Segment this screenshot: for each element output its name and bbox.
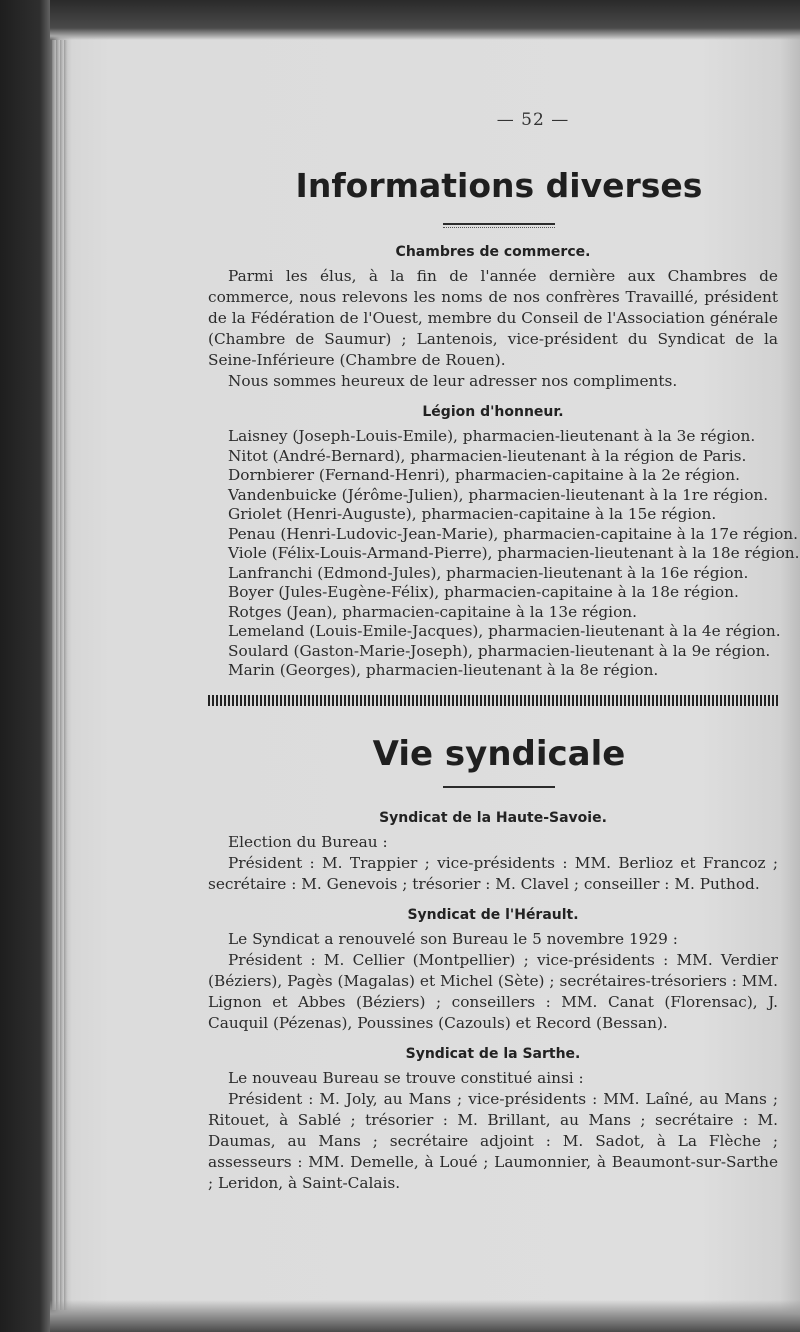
subhead-sarthe: Syndicat de la Sarthe. [405,1045,581,1062]
legion-entry: Vandenbuicke (Jérôme-Julien), pharmacien-lieutenant à la 1re région. [228,485,769,504]
page-content [208,110,800,1194]
paragraph-haute-savoie-intro: Election du Bureau : [228,832,388,851]
legion-entry: Viole (Félix-Louis-Armand-Pierre), pharmacien-lieutenant à la 18e région. [228,544,800,562]
subhead-chambres: Chambres de commerce. [395,244,591,260]
legion-entry: Penau (Henri-Ludovic-Jean-Marie), pharmacien-capitaine à la 17e région. [228,524,799,543]
section-title-informations: Informations diverses [295,166,703,205]
paragraph-sarthe-intro: Le nouveau Bureau se trouve constitué ainsi : [228,1068,584,1087]
legion-entry: Rotges (Jean), pharmacien-capitaine à la 13e région. [228,602,637,621]
section-title-vie-syndicale: Vie syndicale [372,733,626,774]
legion-entry: Soulard (Gaston-Marie-Joseph), pharmacien-lieutenant à la 9e région. [228,641,771,660]
legion-entry: Griolet (Henri-Auguste), pharmacien-capitaine à la 15e région. [228,505,717,523]
section-divider [208,695,778,706]
page-top-shadow [50,0,800,40]
subhead-haute-savoie: Syndicat de la Haute-Savoie. [379,809,607,826]
legion-entry: Lemeland (Louis-Emile-Jacques), pharmacien-lieutenant à la 4e région. [228,622,781,640]
legion-entry: Marin (Georges), pharmacien-lieutenant à la 8e région. [228,661,659,679]
page-edge [52,40,68,1310]
paragraph-haute-savoie-body: Président : M. Trappier ; vice-présidents : MM. Berlioz et Francoz ; secrétaire : M. Genevois ; trésorier : M. Clavel ; conseiller : M. Puthod. [208,853,778,893]
title-rule-dotted [443,227,555,228]
paragraph-sarthe-body: Président : M. Joly, au Mans ; vice-présidents : MM. Laîné, au Mans ; Ritouet, à Sablé ; trésorier : M. Brillant, au Mans ; secrétaire : M. Daumas, au Mans ; secrétaire adjoint : M. Sadot, à La Flèche ; assesseurs : MM. Demelle, à Loué ; Laumonnier, à Beaumont-sur-Sarthe ; Leridon, à Saint-Calais. [208,1089,778,1192]
paragraph-chambres: Parmi les élus, à la fin de l'année dernière aux Chambres de commerce, nous relevons les noms de nos confrères Travaillé, président de la Fédération de l'Ouest, membre du Conseil de l'Association générale (Chambre de Saumur) ; Lantenois, vice-président du Syndicat de la Seine-Inférieure (Chambre de Rouen). [208,267,778,369]
paragraph-compliments: Nous sommes heureux de leur adresser nos compliments. [228,372,678,390]
page-bottom-shadow [50,1300,800,1332]
paragraph-herault-body: Président : M. Cellier (Montpellier) ; vice-présidents : MM. Verdier (Béziers), Pagès (Magalas) et Michel (Sète) ; secrétaires-trésoriers : MM. Lignon et Abbes (Béziers) ; conseillers : MM. Canat (Florensac), J. Cauquil (Pézenas), Poussines (Cazouls) et Record (Bessan). [208,950,778,1032]
subhead-herault: Syndicat de l'Hérault. [407,906,579,923]
subhead-legion: Légion d'honneur. [422,404,564,420]
legion-entry: Lanfranchi (Edmond-Jules), pharmacien-lieutenant à la 16e région. [228,563,749,582]
title-rule [443,223,555,225]
legion-entry: Laisney (Joseph-Louis-Emile), pharmacien-lieutenant à la 3e région. [228,427,756,445]
legion-list [208,427,800,681]
page-number: — 52 — [496,110,570,130]
legion-entry: Nitot (André-Bernard), pharmacien-lieutenant à la région de Paris. [228,446,747,465]
title-rule [443,786,555,788]
paragraph-herault-intro: Le Syndicat a renouvelé son Bureau le 5 novembre 1929 : [228,929,678,948]
legion-entry: Dornbierer (Fernand-Henri), pharmacien-capitaine à la 2e région. [228,466,740,484]
legion-entry: Boyer (Jules-Eugène-Félix), pharmacien-capitaine à la 18e région. [228,583,739,601]
